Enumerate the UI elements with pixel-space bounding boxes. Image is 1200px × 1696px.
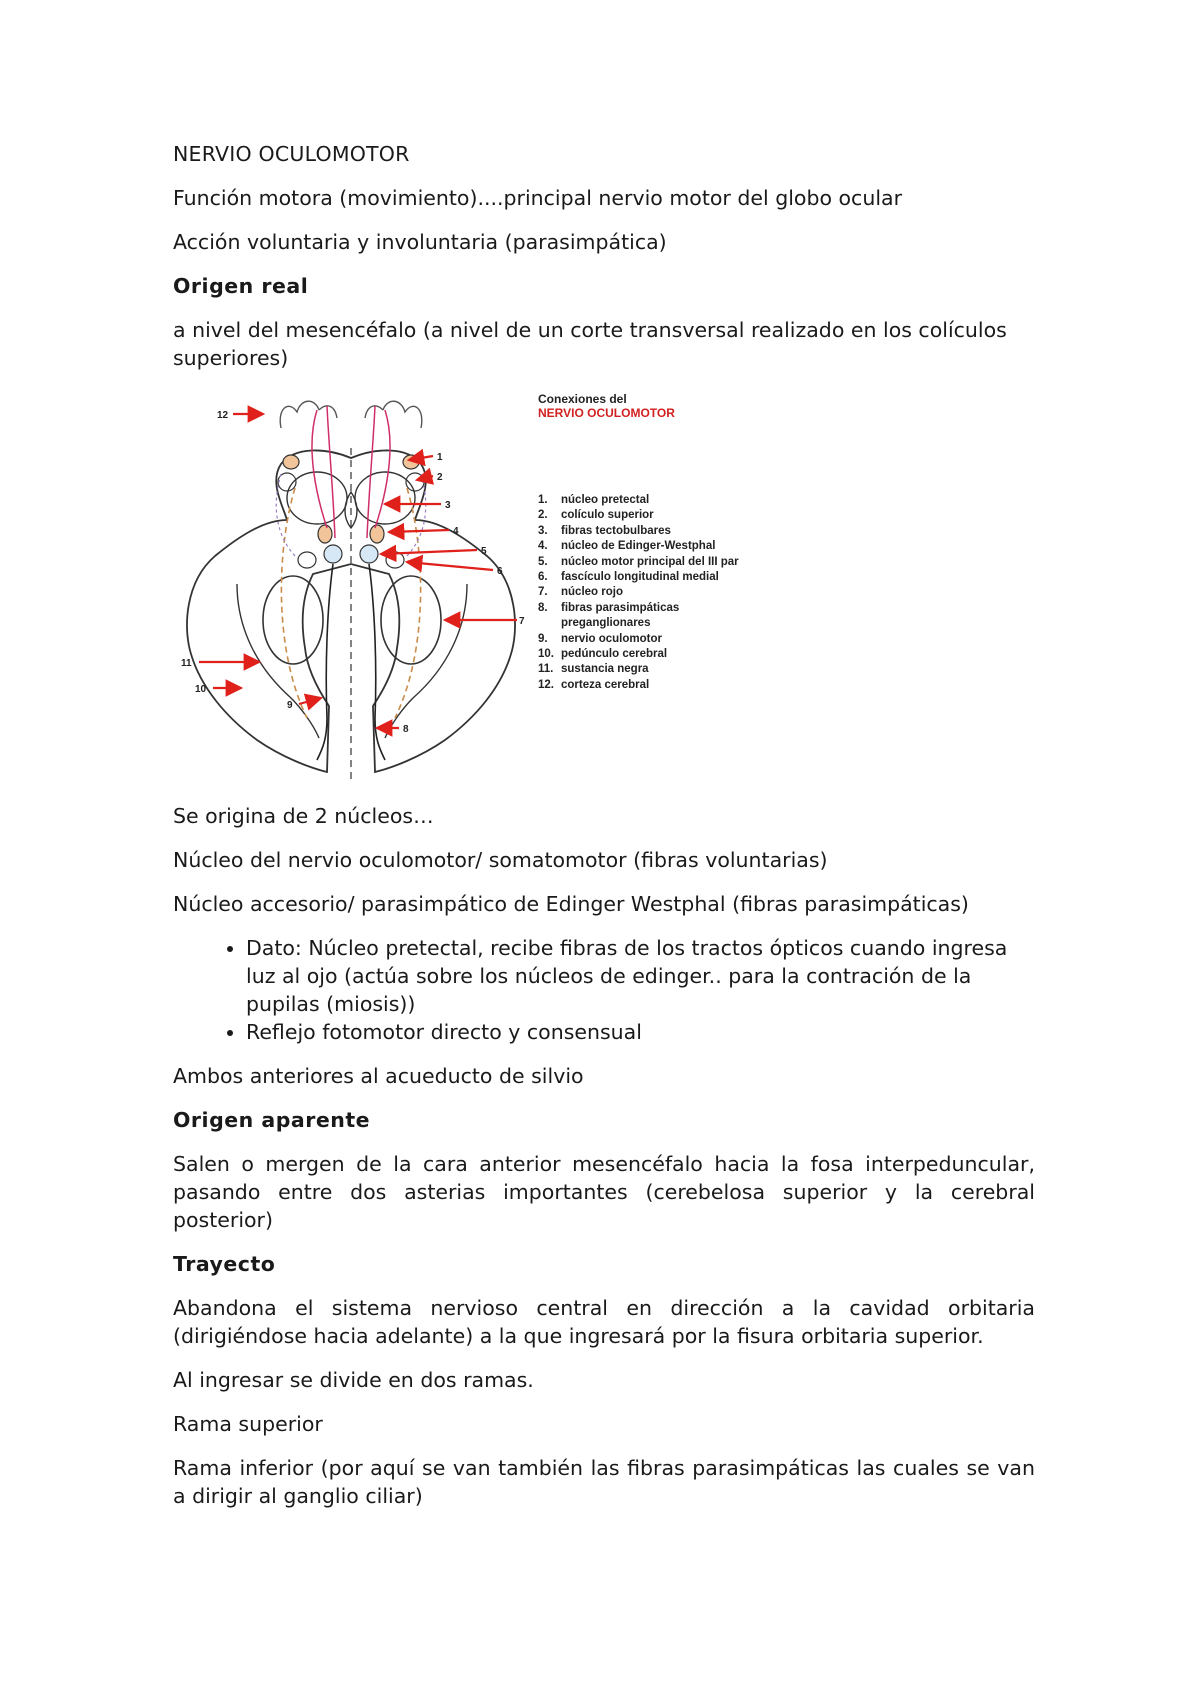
legend-item: 11. sustancia negra bbox=[538, 663, 649, 676]
section-heading-origen-real: Origen real bbox=[173, 274, 309, 298]
trayecto-paragraph: Al ingresar se divide en dos ramas. bbox=[173, 1368, 534, 1392]
legend-item: 3. fibras tectobulbares bbox=[538, 524, 671, 537]
diagram-label-7: 7 bbox=[519, 616, 525, 627]
nucleos-after: Ambos anteriores al acueducto de silvio bbox=[173, 1064, 584, 1088]
nucleo-item: Núcleo del nervio oculomotor/ somatomotor (fibras voluntarias) bbox=[173, 848, 828, 872]
legend-item: 7. núcleo rojo bbox=[538, 586, 623, 599]
diagram-label-1: 1 bbox=[437, 452, 443, 463]
section-heading-trayecto: Trayecto bbox=[173, 1252, 276, 1276]
legend-item: 4. núcleo de Edinger-Westphal bbox=[538, 540, 716, 553]
bullet-item: • Dato: Núcleo pretectal, recibe fibras de los tractos ópticos cuando ingresa luz al ojo (actúa sobre los núcleos de edinger.. para la contración de la pupilas (miosis)) bbox=[246, 934, 1035, 1018]
diagram-label-8: 8 bbox=[403, 724, 409, 735]
edinger-westphal-nucleus bbox=[318, 525, 332, 543]
legend-header: Conexiones del bbox=[538, 392, 627, 406]
mlf-nucleus bbox=[298, 552, 316, 568]
trayecto-paragraph: Abandona el sistema nervioso central en dirección a la cavidad orbitaria (dirigiéndose hacia adelante) a la que ingresará por la fisura orbitaria superior. bbox=[173, 1296, 1035, 1348]
diagram-label-10: 10 bbox=[195, 684, 207, 695]
legend-item: 6. fascículo longitudinal medial bbox=[538, 571, 719, 584]
diagram-label-2: 2 bbox=[437, 472, 443, 483]
legend-list bbox=[538, 493, 739, 693]
diagram-label-12: 12 bbox=[217, 410, 229, 421]
legend-item: 2. colículo superior bbox=[538, 509, 654, 522]
figure-legend bbox=[538, 392, 739, 693]
legend-item: 9. nervio oculomotor bbox=[538, 632, 662, 645]
legend-item: 10. pedúnculo cerebral bbox=[538, 648, 668, 661]
legend-title: NERVIO OCULOMOTOR bbox=[538, 406, 675, 420]
document-body bbox=[173, 140, 1035, 1526]
page-title: NERVIO OCULOMOTOR bbox=[173, 142, 410, 166]
oculomotor-nucleus bbox=[360, 545, 378, 563]
bullet-list bbox=[173, 934, 1035, 1046]
red-nucleus bbox=[263, 576, 323, 664]
nucleos-intro: Se origina de 2 núcleos… bbox=[173, 804, 434, 828]
midbrain-diagram bbox=[177, 388, 527, 780]
diagram-label-6: 6 bbox=[497, 566, 503, 577]
origen-aparente-text: Salen o mergen de la cara anterior mesencéfalo hacia la fosa interpeduncular, pasando entre dos asterias importantes (cerebelosa superior y la cerebral posterior) bbox=[173, 1152, 1035, 1232]
diagram-label-11: 11 bbox=[181, 658, 192, 669]
legend-item: 1. núcleo pretectal bbox=[538, 494, 650, 506]
legend-item: 12. corteza cerebral bbox=[538, 678, 650, 691]
intro-paragraph: Acción voluntaria y involuntaria (parasimpática) bbox=[173, 230, 667, 254]
oculomotor-nucleus bbox=[324, 545, 342, 563]
cortex-fibers bbox=[280, 401, 422, 428]
label-arrows bbox=[199, 414, 517, 728]
section-heading-origen-aparente: Origen aparente bbox=[173, 1108, 371, 1132]
trayecto-paragraph: Rama inferior (por aquí se van también las fibras parasimpáticas las cuales se van a dirigir al ganglio ciliar) bbox=[173, 1456, 1035, 1508]
oculomotor-figure bbox=[173, 388, 1035, 788]
bullet-item: • Reflejo fotomotor directo y consensual bbox=[246, 1018, 1035, 1046]
legend-item: 8. fibras parasimpáticas preganglionares bbox=[538, 601, 680, 630]
origen-real-text: a nivel del mesencéfalo (a nivel de un corte transversal realizado en los colículos superiores) bbox=[173, 318, 1007, 370]
trayecto-paragraph: Rama superior bbox=[173, 1412, 323, 1436]
pretectal-nucleus bbox=[283, 455, 299, 469]
diagram-label-4: 4 bbox=[453, 526, 459, 537]
legend-item: 5. núcleo motor principal del III par bbox=[538, 555, 739, 568]
intro-paragraph: Función motora (movimiento)....principal nervio motor del globo ocular bbox=[173, 186, 903, 210]
diagram-label-3: 3 bbox=[445, 500, 451, 511]
diagram-label-9: 9 bbox=[287, 700, 293, 711]
nucleo-item: Núcleo accesorio/ parasimpático de Edinger Westphal (fibras parasimpáticas) bbox=[173, 892, 969, 916]
red-nucleus bbox=[381, 576, 441, 664]
edinger-westphal-nucleus bbox=[370, 525, 384, 543]
diagram-label-5: 5 bbox=[481, 546, 487, 557]
pretectal-nucleus bbox=[403, 455, 419, 469]
